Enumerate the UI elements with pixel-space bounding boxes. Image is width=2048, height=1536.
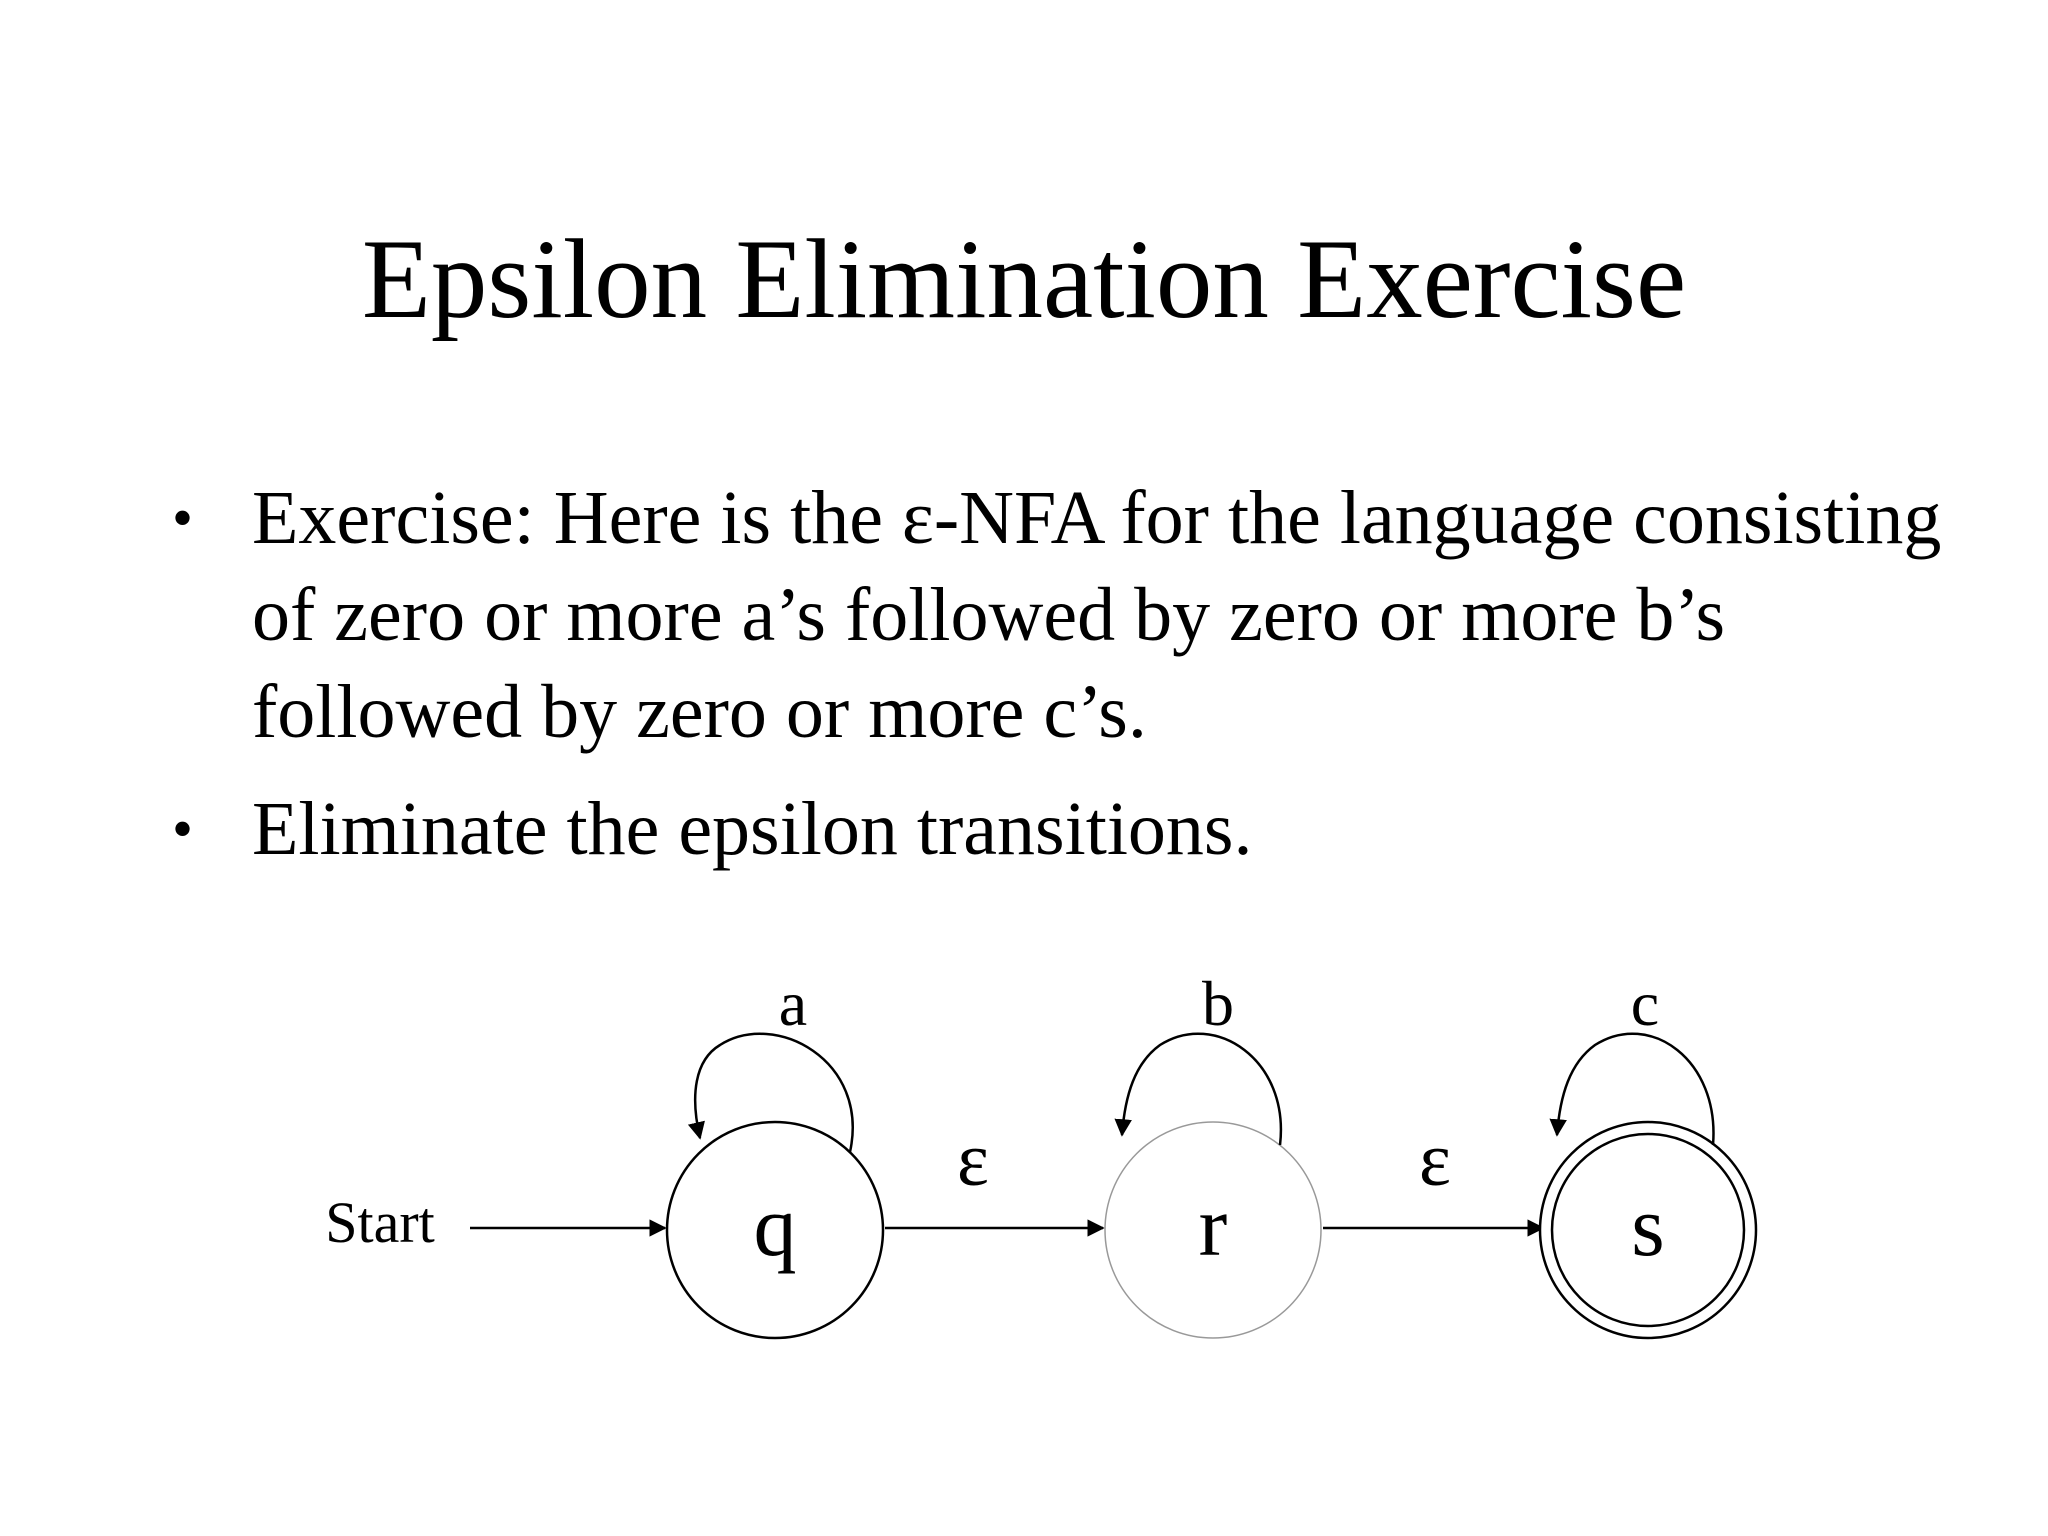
bullet-marker: • <box>172 796 194 862</box>
bullet-text: Exercise: Here is the ε-NFA for the language consisting of zero or more a’s followed by zero or more b’s followed by zero or more c’s. <box>252 476 1942 754</box>
bullet-text: Eliminate the epsilon transitions. <box>252 787 1253 871</box>
self-loop-q-label: a <box>778 968 808 1039</box>
state-r-label: r <box>1198 1178 1228 1274</box>
self-loop-s-label: c <box>1630 968 1660 1039</box>
transition-q-r-label: ε <box>957 1118 989 1202</box>
slide-title: Epsilon Elimination Exercise <box>361 217 1687 342</box>
start-label: Start <box>325 1190 435 1255</box>
bullet-list <box>170 470 1990 898</box>
transition-r-s-label: ε <box>1419 1118 1451 1202</box>
bullet-marker: • <box>172 485 194 551</box>
state-s-label: s <box>1631 1178 1665 1274</box>
bullet-instruction <box>170 781 1990 878</box>
bullet-exercise-description <box>170 470 1990 761</box>
self-loop-r-label: b <box>1202 968 1234 1039</box>
state-q-label: q <box>753 1178 797 1274</box>
epsilon-nfa-diagram <box>0 960 2048 1380</box>
